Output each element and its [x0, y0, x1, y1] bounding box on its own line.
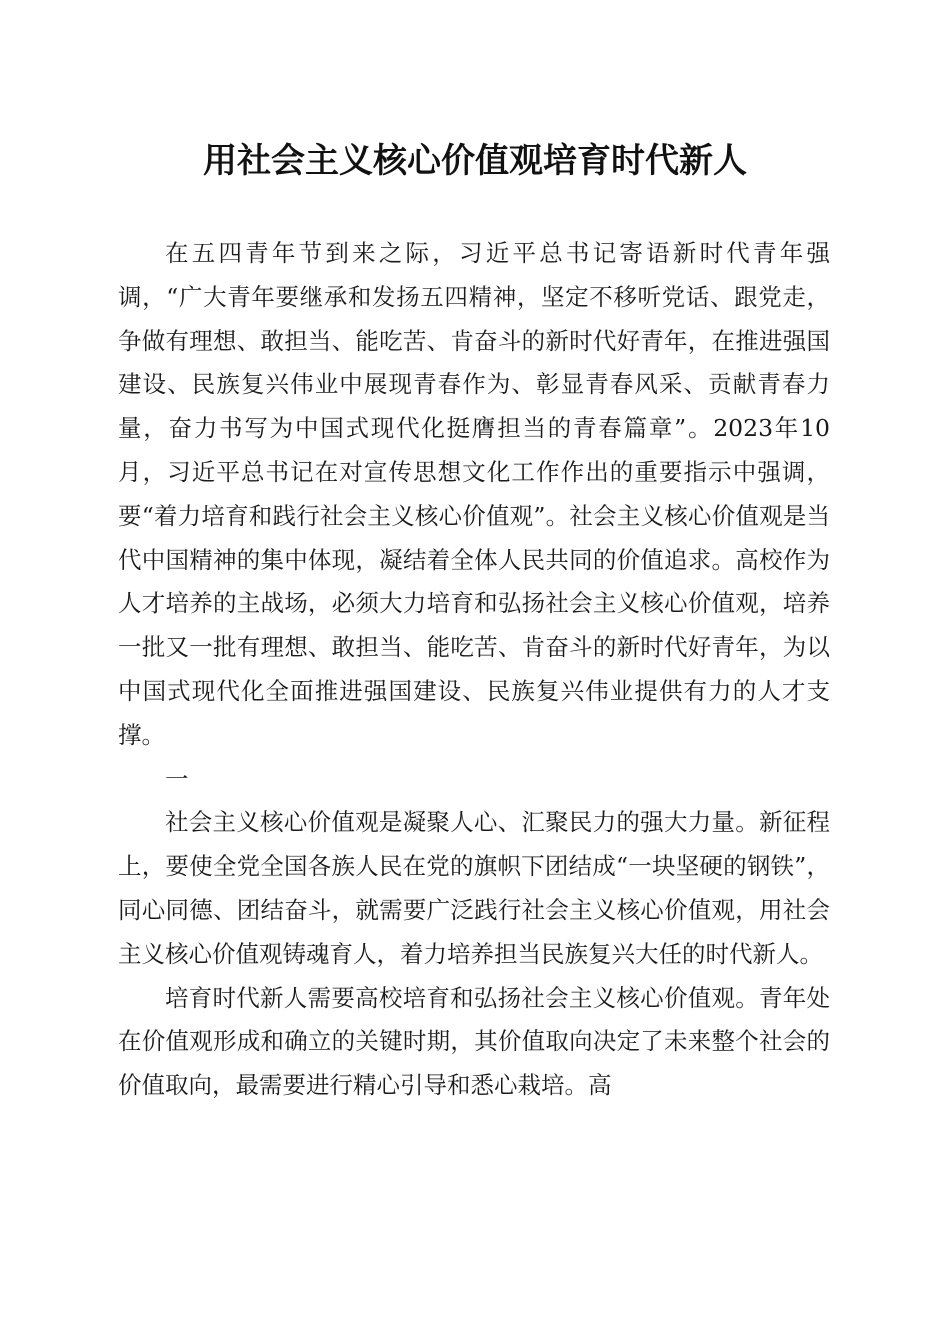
- section-heading-one: 一: [165, 764, 189, 793]
- paragraph-intro: 在五四青年节到来之际，习近平总书记寄语新时代青年强调，“广大青年要继承和发扬五四精神，坚定不移听党话、跟党走，争做有理想、敢担当、能吃苦、肯奋斗的新时代好青年，在推进强国建设、民族复兴伟业中展现青春作为、彰显青春风采、贡献青春力量，奋力书写为中国式现代化挺膺担当的青春篇章”。2023年10月，习近平总书记在对宣传思想文化工作作出的重要指示中强调，要“着力培育和践行社会主义核心价值观”。社会主义核心价值观是当代中国精神的集中体现，凝结着全体人民共同的价值追求。高校作为人才培养的主战场，必须大力培育和弘扬社会主义核心价值观，培养一批又一批有理想、敢担当、能吃苦、肯奋斗的新时代好青年，为以中国式现代化全面推进强国建设、民族复兴伟业提供有力的人才支撑。: [118, 239, 830, 749]
- paragraph-section-one: 社会主义核心价值观是凝聚人心、汇聚民力的强大力量。新征程上，要使全党全国各族人民在党的旗帜下团结成“一块坚硬的钢铁”，同心同德、团结奋斗，就需要广泛践行社会主义核心价值观，用社会主义核心价值观铸魂育人，着力培养担当民族复兴大任的时代新人。: [118, 808, 830, 968]
- document-title: 用社会主义核心价值观培育时代新人: [203, 141, 747, 181]
- paragraph-cultivation: 培育时代新人需要高校培育和弘扬社会主义核心价值观。青年处在价值观形成和确立的关键时期，其价值取向决定了未来整个社会的价值取向，最需要进行精心引导和悉心栽培。高: [118, 983, 830, 1100]
- document-body: [118, 232, 830, 1108]
